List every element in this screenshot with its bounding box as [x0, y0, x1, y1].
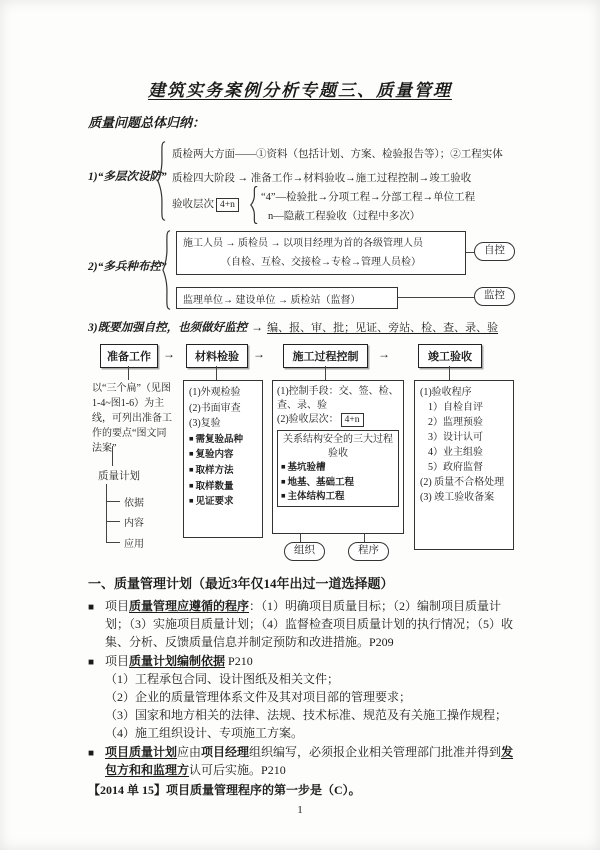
connector-line: [216, 366, 217, 380]
outline-1-acceptance-levels: [172, 196, 239, 212]
material-item-retest: (3)复验: [189, 418, 221, 429]
process-item-levels: [277, 413, 399, 427]
brace-icon: [250, 186, 258, 224]
self-control-chain-box: [176, 231, 466, 275]
page-title: 建筑实务案例分析专题三、质量管理: [148, 81, 452, 100]
b3-key-term-2: 项目经理: [201, 744, 250, 759]
retest-bullet-label: 复验内容: [195, 450, 234, 461]
connector-line: [466, 252, 474, 253]
outline-3-row: [88, 318, 498, 336]
structure-acceptance-box: [277, 430, 399, 507]
section-heading-title: 一、质量管理计划: [88, 576, 193, 591]
b1-key-term: 质量管理应遵循的程序: [129, 598, 250, 613]
retest-bullet: [189, 464, 259, 479]
completion-item-nonconforming: (2) 质量不合格处理: [420, 477, 505, 488]
organization-tag: 组织: [284, 542, 325, 561]
bullet-square-icon: ■: [189, 433, 194, 443]
quality-plan-item-application: 应用: [124, 539, 144, 550]
numbered-item: （1）工程承包合同、设计图纸及相关文件；: [105, 671, 340, 686]
section-heading-note: （最近3年仅14年出过一道选择题）: [192, 576, 394, 591]
arrow-right-icon: →: [163, 347, 175, 361]
completion-step: 5）政府监督: [428, 462, 483, 473]
arrow-right-icon: →: [378, 347, 390, 361]
quality-plan-label: 质量计划: [98, 471, 140, 482]
procedure-tag: 程序: [348, 542, 389, 561]
retest-bullet-label: 需复验品种: [195, 434, 244, 445]
material-item-document: (2)书面审查: [189, 402, 241, 414]
supervision-chain-box: [176, 287, 398, 309]
four-plus-n-box: 4+n: [341, 413, 364, 427]
self-control-line-1: 施工人员 → 质检员 → 以项目经理为首的各级管理人员: [183, 238, 423, 249]
bullet-square-icon: ■: [189, 496, 194, 506]
retest-bullet: [189, 480, 259, 495]
structure-bullet: [281, 462, 395, 475]
retest-bullet: [189, 495, 259, 510]
numbered-item: （4）施工组织设计、专项施工方案。: [105, 725, 304, 740]
connector-line: [112, 446, 113, 466]
retest-bullet-label: 见证要求: [195, 497, 234, 508]
connector-line: [398, 297, 474, 298]
structure-bullet-label: 主体结构工程: [287, 491, 345, 502]
material-item-visual: (1)外观检验: [189, 387, 241, 398]
tree-branch-line: [106, 501, 120, 502]
b3-text-3: 认可后实施。P210: [189, 762, 286, 777]
completion-step: 3）设计认可: [428, 432, 483, 443]
tree-branch-line: [106, 521, 120, 522]
outline-3-label: 3)既要加强自控，也须做好监控: [88, 322, 248, 334]
flow-header-process: 施工过程控制: [283, 344, 368, 368]
outline-1-four-stages: 质检四大阶段 → 准备工作→材料验收→施工过程控制→竣工验收: [172, 173, 472, 184]
b2-prefix: 项目: [105, 653, 130, 668]
b3-key-term-1: 项目质量计划: [105, 744, 178, 759]
structure-bullet-label: 地基、基础工程: [287, 477, 355, 488]
flow-header-preparation: 准备工作: [100, 344, 158, 368]
section-heading: [88, 574, 518, 594]
bullet-square-icon: ■: [281, 476, 286, 486]
bullet-paragraph-basis: [88, 652, 518, 670]
b1-text: ：（1）明确项目质量目标；（2）编制项目质量计划；（3）实施项目质量计划；（4）监督检查项目质量计划的执行情况；（5）收集、分析、反馈质量信息并制定预防和改进措施。P209: [105, 598, 514, 649]
completion-step: 1）自检自评: [428, 402, 483, 413]
b3-key-term-3: 发包方和: [105, 744, 514, 777]
retest-bullet-label: 取样数量: [195, 481, 234, 492]
b2-ref: P210: [225, 653, 253, 668]
quality-plan-item-content: 内容: [124, 518, 144, 529]
process-levels-label: (2)验收层次：: [277, 414, 339, 425]
page-number: 1: [297, 804, 303, 816]
numbered-item: （2）企业的质量管理体系文件及其对项目部的管理要求；: [105, 689, 412, 704]
supervision-line: 监理单位→ 建设单位 → 质检站（监督）: [183, 295, 361, 306]
connector-line: [325, 366, 326, 380]
tree-trunk-line: [106, 484, 107, 542]
bullet-square-icon: ■: [88, 747, 95, 759]
outline-1-four-levels: “4”—检验批→分项工程→分部工程→单位工程: [261, 192, 476, 203]
exam-question: 【2014 单 15】项目质量管理程序的第一步是（C）。: [88, 782, 361, 797]
handwritten-subtitle: 质量问题总体归纳：: [88, 115, 206, 130]
arrow-right-icon: →: [251, 320, 264, 334]
outline-2-label: 2)“多兵种布控”: [88, 261, 167, 273]
four-plus-n-box: 4+n: [216, 198, 239, 212]
bullet-square-icon: ■: [189, 480, 194, 490]
completion-step: 4）业主组验: [428, 447, 483, 458]
process-control-box: [272, 380, 404, 534]
structure-bullet-label: 基坑验槽: [287, 463, 326, 474]
connector-line: [449, 366, 450, 380]
flow-header-material: 材料检验: [186, 344, 248, 368]
outline-1-hidden-works: n—隐蔽工程验收（过程中多次）: [268, 211, 421, 222]
supervision-tag: 监控: [474, 287, 515, 306]
bullet-square-icon: ■: [88, 656, 95, 668]
self-control-line-2: （自检、互检、交接检→专检→管理人员检）: [221, 256, 421, 268]
material-inspection-box: [183, 380, 263, 538]
acceptance-levels-label: 验收层次: [172, 199, 214, 210]
retest-bullet: [189, 448, 259, 463]
numbered-item: （3）国家和地方相关的法律、法规、技术标准、规范及有关施工操作规程；: [105, 707, 508, 722]
brace-icon: [157, 141, 166, 221]
outline-1-label: 1)“多层次设防”: [88, 171, 167, 183]
flow-header-completion: 竣工验收: [418, 344, 482, 368]
bullet-square-icon: ■: [189, 449, 194, 459]
bullet-square-icon: ■: [189, 464, 194, 474]
connector-line: [364, 534, 365, 542]
bullet-square-icon: ■: [88, 601, 95, 613]
self-control-tag: 自控: [474, 242, 515, 261]
b3-text-2: 组织编写，必须报企业相关管理部门批准并得到: [249, 744, 502, 759]
connector-line: [128, 366, 129, 380]
brace-icon: [162, 230, 171, 310]
structure-acceptance-title: 关系结构安全的三大过程验收: [283, 434, 393, 460]
retest-bullet: [189, 433, 259, 448]
bullet-paragraph-procedure: [88, 597, 518, 651]
tree-branch-line: [106, 542, 120, 543]
structure-bullet: [281, 491, 395, 504]
completion-item-procedure: (1)验收程序: [420, 387, 472, 398]
outline-3-text: 编、报、审、批；见证、旁站、检、查、录、验: [267, 322, 499, 334]
retest-bullet-label: 取样方法: [195, 465, 234, 476]
arrow-right-icon: →: [253, 347, 265, 361]
completion-step: 2）监理预验: [428, 417, 483, 428]
completion-acceptance-box: [414, 380, 514, 550]
structure-bullet: [281, 477, 395, 490]
b3-key-term-4: 和监理方: [141, 762, 190, 777]
bullet-square-icon: ■: [281, 490, 286, 500]
quality-plan-item-basis: 依据: [124, 498, 144, 509]
b3-text-1: 应由: [177, 744, 202, 759]
connector-line: [300, 534, 301, 542]
b2-key-term: 质量计划编制依据: [129, 653, 226, 668]
process-item-means: (1)控制手段：交、签、检、查、录、验: [277, 386, 399, 411]
bullet-paragraph-approval: [88, 743, 518, 779]
completion-item-record: (3) 竣工验收备案: [420, 492, 495, 503]
outline-1-two-aspects: 质检两大方面——①资料（包括计划、方案、检验报告等）；②工程实体: [172, 149, 503, 160]
bullet-square-icon: ■: [281, 462, 286, 472]
b1-prefix: 项目: [105, 598, 130, 613]
body-section: [88, 574, 518, 799]
preparation-note: 以“三个扁”（见图1-4~图1-6）为主线，可列出准备工作的要点“图文同法案”: [92, 383, 172, 454]
